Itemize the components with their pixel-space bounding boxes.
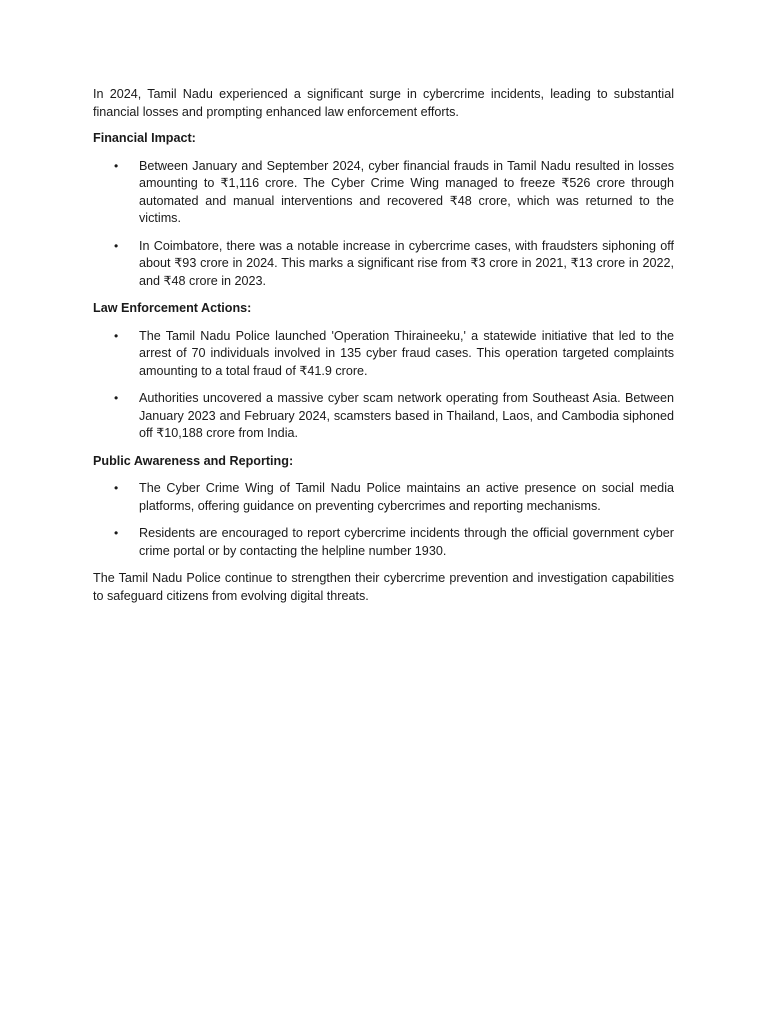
bullet-icon: • (114, 238, 119, 253)
list-item (93, 328, 674, 381)
list-item (93, 158, 674, 228)
document-page (93, 86, 674, 614)
list-item (93, 525, 674, 560)
section-financial-impact (93, 130, 674, 290)
conclusion-paragraph: The Tamil Nadu Police continue to strengthen their cybercrime prevention and investigation capabilities to safeguard citizens from evolving digital threats. (93, 571, 674, 603)
list-item-text: Residents are encouraged to report cybercrime incidents through the official government cyber crime portal or by contacting the helpline number 1930. (139, 526, 674, 558)
bullet-list (93, 158, 674, 291)
bullet-list (93, 328, 674, 443)
bullet-icon: • (114, 391, 119, 405)
bullet-icon: • (114, 158, 119, 173)
bullet-icon: • (114, 328, 119, 343)
list-item-text: Between January and September 2024, cyber financial frauds in Tamil Nadu resulted in losses amounting to ₹1,116 crore. The Cyber Crime Wing managed to freeze ₹526 crore through automated and manual interventions and recovered ₹48 crore, which was returned to the victims. (139, 158, 674, 225)
bullet-list (93, 480, 674, 560)
list-item-text: The Cyber Crime Wing of Tamil Nadu Police maintains an active presence on social media platforms, offering guidance on preventing cybercrimes and reporting mechanisms. (139, 481, 674, 513)
section-public-awareness (93, 453, 674, 561)
list-item-text: Authorities uncovered a massive cyber scam network operating from Southeast Asia. Between January 2023 and February 2024, scamsters based in Thailand, Laos, and Cambodia siphoned off ₹10,188 crore from India. (139, 391, 674, 440)
list-item (93, 480, 674, 515)
bullet-icon: • (114, 481, 119, 495)
list-item-text: The Tamil Nadu Police launched 'Operation Thiraineeku,' a statewide initiative that led to the arrest of 70 individuals involved in 135 cyber fraud cases. This operation targeted complaints amounting to a total fraud of ₹41.9 crore. (139, 328, 674, 378)
list-item (93, 390, 674, 443)
section-heading: Financial Impact: (93, 131, 196, 145)
bullet-icon: • (114, 526, 119, 540)
section-law-enforcement (93, 300, 674, 443)
list-item-text: In Coimbatore, there was a notable increase in cybercrime cases, with fraudsters siphoning off about ₹93 crore in 2024. This marks a significant rise from ₹3 crore in 2021, ₹13 crore in 2022, and ₹48 crore in 2023. (139, 238, 674, 288)
intro-paragraph: In 2024, Tamil Nadu experienced a significant surge in cybercrime incidents, leading to substantial financial losses and prompting enhanced law enforcement efforts. (93, 87, 674, 119)
section-heading: Public Awareness and Reporting: (93, 453, 294, 468)
list-item (93, 238, 674, 291)
section-heading: Law Enforcement Actions: (93, 301, 252, 315)
